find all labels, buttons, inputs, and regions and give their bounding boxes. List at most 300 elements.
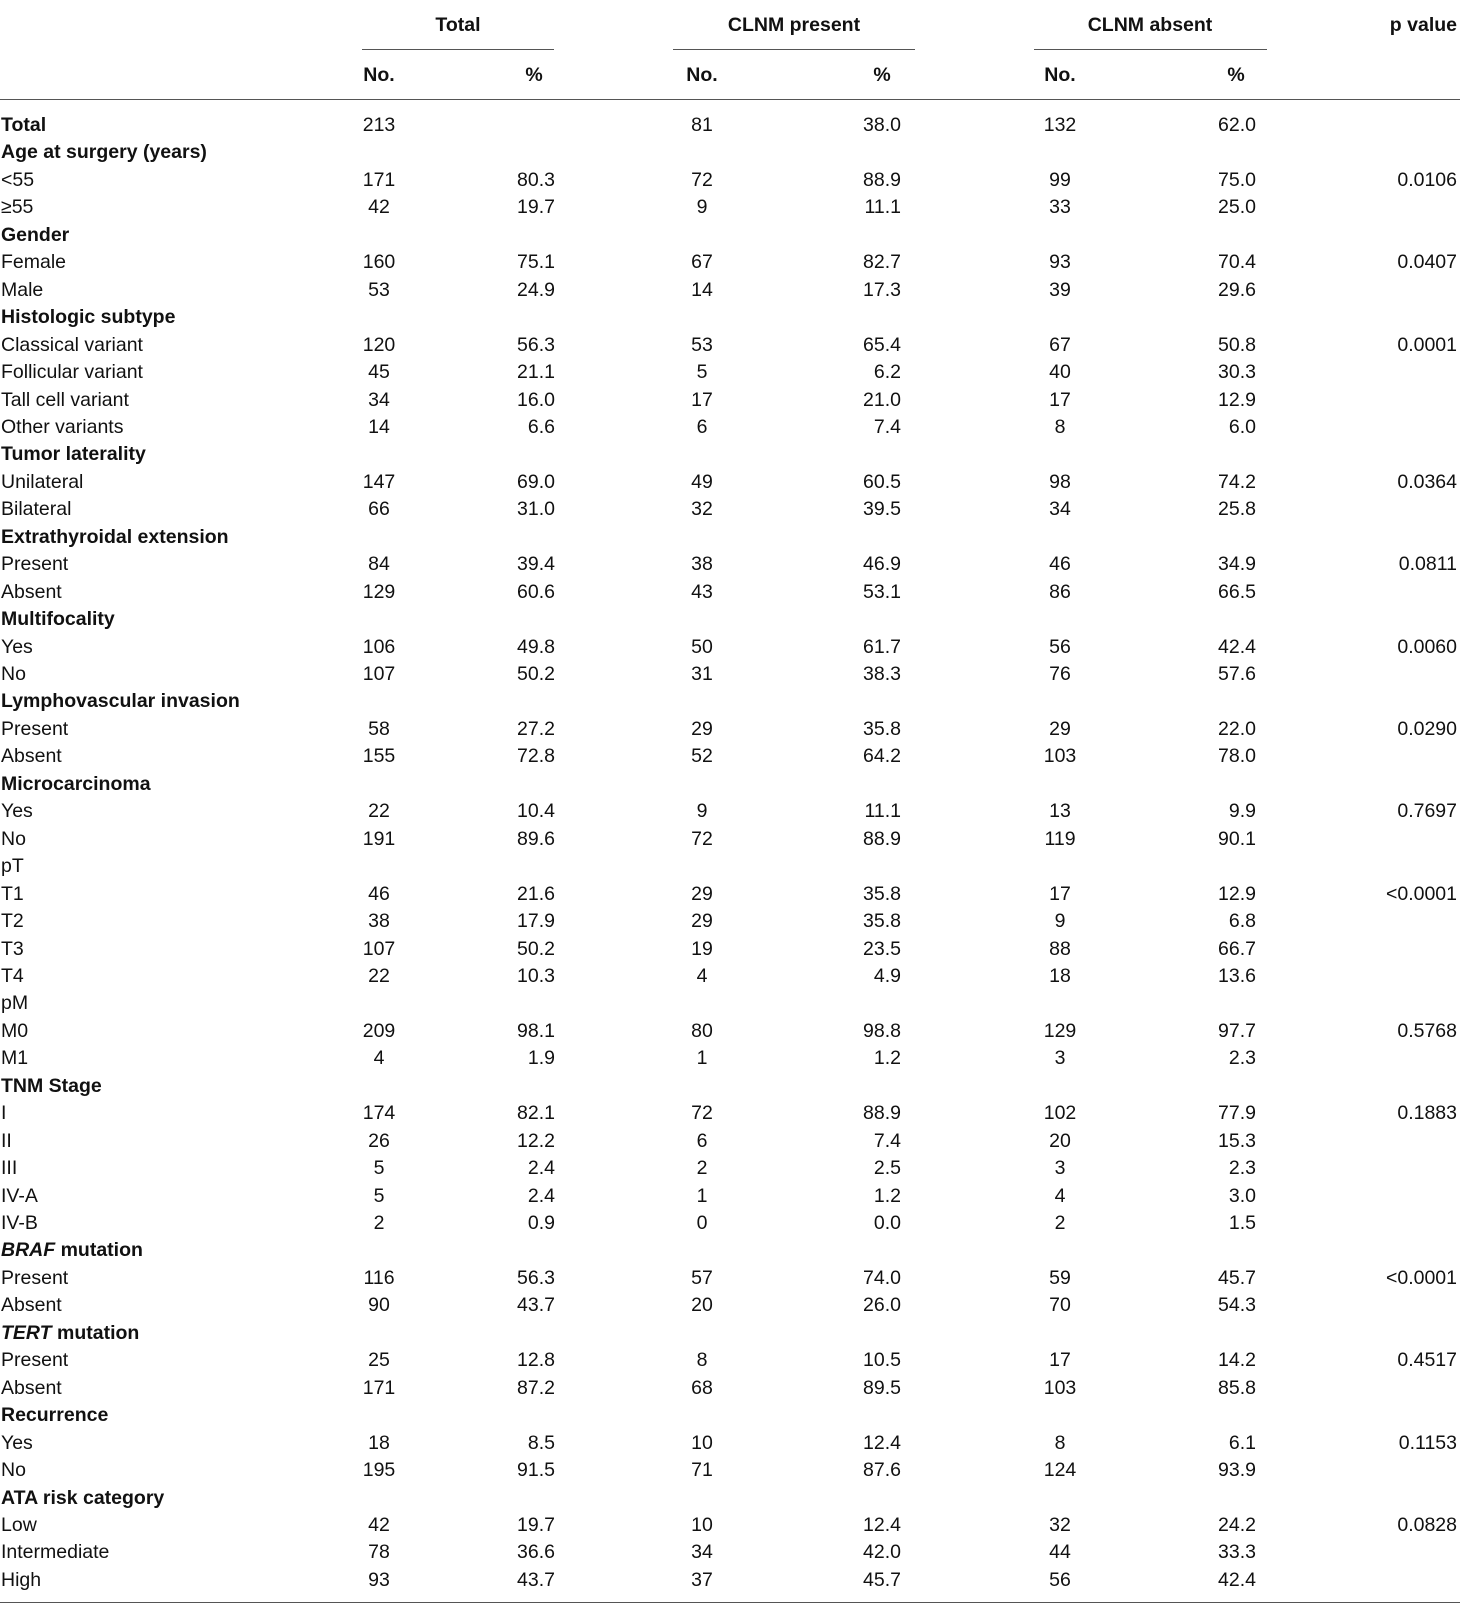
cell-present-pct: 53.1 — [863, 580, 901, 603]
cell-total-no: 46 — [368, 882, 390, 905]
cell-present-no: 72 — [691, 168, 713, 191]
table-row — [0, 797, 1460, 824]
table-row — [0, 358, 1460, 385]
row-label: II — [1, 1129, 12, 1152]
cell-total-no: 107 — [362, 663, 396, 685]
row-label: No — [1, 827, 26, 850]
cell-total-pct: 43.7 — [517, 1294, 555, 1317]
cell-present-no: 38 — [691, 553, 713, 576]
table-row — [0, 1401, 1460, 1428]
cell-total-no: 191 — [362, 827, 396, 850]
cell-absent-no: 124 — [1043, 1459, 1077, 1482]
cell-total-pct: 89.6 — [517, 827, 555, 850]
row-label: Unilateral — [1, 470, 84, 493]
table-row — [0, 742, 1460, 769]
cell-present-pct: 11.1 — [864, 800, 901, 823]
cell-p-value: 0.0106 — [1397, 168, 1457, 191]
cell-total-no: 120 — [362, 333, 396, 356]
cell-total-no: 5 — [373, 1184, 385, 1207]
cell-total-pct: 16.0 — [517, 388, 555, 411]
cell-present-pct: 64.2 — [863, 745, 901, 768]
cell-p-value: 0.1883 — [1397, 1102, 1457, 1125]
cell-present-no: 5 — [696, 361, 708, 384]
cell-total-no: 5 — [373, 1157, 385, 1180]
table-row — [0, 1072, 1460, 1099]
cell-total-pct: 8.5 — [527, 1431, 555, 1454]
table-row — [0, 715, 1460, 742]
cell-total-pct: 91.5 — [517, 1459, 555, 1482]
cell-present-pct: 45.7 — [863, 1568, 901, 1591]
table-row — [0, 1236, 1460, 1263]
cell-absent-pct: 1.5 — [1228, 1212, 1256, 1234]
cell-absent-no: 56 — [1049, 635, 1071, 658]
cell-p-value: 0.0828 — [1397, 1513, 1457, 1536]
cell-absent-pct: 30.3 — [1218, 361, 1256, 384]
table-row — [0, 111, 1460, 138]
cell-absent-pct: 42.4 — [1218, 1568, 1256, 1591]
cell-absent-no: 9 — [1054, 910, 1066, 933]
table-row — [0, 1484, 1460, 1511]
cell-present-pct: 35.8 — [863, 882, 901, 905]
gene-name: TERT — [1, 1321, 52, 1344]
cell-total-no: 171 — [362, 168, 396, 191]
cell-absent-pct: 97.7 — [1218, 1019, 1256, 1042]
cell-total-no: 22 — [368, 964, 390, 987]
row-label: Low — [1, 1513, 37, 1536]
cell-total-no: 107 — [362, 937, 396, 960]
subheader-absent-no: No. — [1044, 64, 1076, 86]
cell-p-value: 0.0290 — [1397, 717, 1457, 740]
section-heading: Age at surgery (years) — [1, 141, 207, 164]
cell-present-no: 80 — [691, 1019, 713, 1042]
section-heading: Extrathyroidal extension — [1, 525, 229, 548]
cell-absent-pct: 12.9 — [1218, 388, 1256, 411]
cell-present-pct: 38.0 — [863, 114, 901, 136]
table-row — [0, 1319, 1460, 1346]
cell-total-pct: 1.9 — [527, 1047, 555, 1070]
cell-total-no: 78 — [368, 1541, 390, 1564]
cell-absent-pct: 6.8 — [1228, 910, 1256, 933]
row-label: No — [1, 663, 26, 685]
table-row — [0, 1099, 1460, 1126]
section-heading — [1, 1322, 139, 1345]
table-row — [0, 605, 1460, 632]
row-label: IV-B — [1, 1212, 38, 1234]
cell-total-no: 160 — [362, 251, 396, 274]
table-row — [0, 221, 1460, 248]
cell-absent-pct: 6.1 — [1228, 1431, 1256, 1454]
section-heading: Multifocality — [1, 608, 115, 631]
cell-total-pct: 6.6 — [527, 415, 555, 438]
cell-total-pct: 12.2 — [517, 1129, 555, 1152]
cell-present-no: 1 — [696, 1047, 708, 1070]
cell-present-pct: 2.5 — [873, 1157, 901, 1180]
table-row — [0, 138, 1460, 165]
cell-absent-no: 70 — [1049, 1294, 1071, 1317]
cell-present-pct: 98.8 — [863, 1019, 901, 1042]
table-row — [0, 193, 1460, 220]
cell-present-pct: 12.4 — [863, 1513, 901, 1536]
cell-present-no: 6 — [696, 1129, 708, 1152]
cell-total-no: 38 — [368, 910, 390, 933]
section-heading: ATA risk category — [1, 1486, 165, 1509]
cell-total-pct: 31.0 — [517, 498, 555, 521]
cell-total-pct: 98.1 — [517, 1019, 555, 1042]
cell-total-no: 26 — [368, 1129, 390, 1152]
cell-absent-no: 8 — [1054, 415, 1066, 438]
cell-absent-pct: 24.2 — [1218, 1513, 1256, 1536]
cell-present-no: 8 — [696, 1349, 708, 1372]
cell-absent-pct: 57.6 — [1218, 663, 1256, 685]
cell-present-no: 50 — [691, 635, 713, 658]
table-row — [0, 550, 1460, 577]
row-label: T1 — [1, 882, 24, 905]
cell-present-pct: 89.5 — [863, 1376, 901, 1399]
cell-absent-no: 40 — [1049, 361, 1071, 384]
table-row — [0, 1511, 1460, 1538]
cell-present-no: 20 — [691, 1294, 713, 1317]
row-label: High — [1, 1568, 42, 1591]
cell-total-no: 53 — [368, 278, 390, 301]
subheader-present-no: No. — [686, 64, 718, 86]
cell-total-no: 155 — [362, 745, 396, 768]
cell-total-no: 93 — [368, 1568, 390, 1591]
subheader-total-no: No. — [363, 64, 395, 86]
section-heading: Recurrence — [1, 1404, 109, 1427]
row-label: Tall cell variant — [1, 388, 129, 411]
clnm-present-group-rule — [673, 49, 915, 50]
subheader-absent-pct: % — [1227, 64, 1245, 86]
cell-total-pct: 2.4 — [527, 1184, 555, 1207]
cell-total-pct: 56.3 — [517, 1266, 555, 1289]
cell-absent-no: 3 — [1054, 1047, 1066, 1070]
cell-total-pct: 24.9 — [517, 278, 555, 301]
row-label: Absent — [1, 580, 62, 603]
cell-absent-pct: 66.5 — [1218, 580, 1256, 603]
header-rule — [0, 99, 1460, 100]
cell-absent-pct: 12.9 — [1218, 882, 1256, 905]
cell-absent-no: 17 — [1049, 882, 1071, 905]
cell-absent-no: 20 — [1049, 1129, 1071, 1152]
table-row — [0, 523, 1460, 550]
cell-total-pct: 27.2 — [517, 717, 555, 740]
cell-present-no: 29 — [691, 717, 713, 740]
table-row — [0, 495, 1460, 522]
row-label: Bilateral — [1, 498, 72, 521]
header-total: Total — [435, 14, 481, 36]
cell-absent-pct: 3.0 — [1228, 1184, 1256, 1207]
cell-total-no: 25 — [368, 1349, 390, 1372]
cell-present-pct: 21.0 — [863, 388, 901, 411]
row-label: Female — [1, 251, 67, 274]
cell-absent-no: 13 — [1049, 800, 1071, 823]
cell-absent-no: 132 — [1043, 114, 1077, 136]
cell-absent-no: 34 — [1049, 498, 1071, 521]
table-row — [0, 1346, 1460, 1373]
cell-absent-no: 76 — [1049, 663, 1071, 685]
cell-absent-pct: 25.8 — [1218, 498, 1256, 521]
cell-total-pct: 50.2 — [517, 937, 555, 960]
table-row — [0, 386, 1460, 413]
row-label: Other variants — [1, 415, 124, 438]
section-heading: Gender — [1, 223, 70, 246]
row-label: Classical variant — [1, 333, 143, 356]
cell-p-value: 0.0364 — [1397, 470, 1457, 493]
cell-absent-pct: 77.9 — [1218, 1102, 1256, 1125]
cell-absent-no: 103 — [1043, 745, 1077, 768]
cell-present-pct: 38.3 — [863, 663, 901, 685]
table-row — [0, 935, 1460, 962]
row-label: Male — [1, 278, 44, 301]
cell-total-no: 2 — [373, 1212, 385, 1234]
row-label-text: mutation — [60, 1239, 143, 1262]
cell-total-pct: 0.9 — [527, 1212, 555, 1234]
cell-present-pct: 42.0 — [863, 1541, 901, 1564]
cell-total-no: 209 — [362, 1019, 396, 1042]
cell-absent-no: 99 — [1049, 168, 1071, 191]
cell-absent-pct: 74.2 — [1218, 470, 1256, 493]
cell-total-no: 34 — [368, 388, 390, 411]
table-row — [0, 468, 1460, 495]
cell-absent-no: 39 — [1049, 278, 1071, 301]
cell-present-pct: 4.9 — [873, 964, 901, 987]
cell-present-no: 34 — [691, 1541, 713, 1564]
table-row — [0, 413, 1460, 440]
cell-absent-no: 93 — [1049, 251, 1071, 274]
cell-absent-no: 17 — [1049, 1349, 1071, 1372]
cell-total-pct: 21.1 — [517, 361, 555, 384]
cell-absent-no: 86 — [1049, 580, 1071, 603]
cell-p-value: <0.0001 — [1385, 1266, 1457, 1289]
cell-total-pct: 50.2 — [517, 663, 555, 685]
row-label: Yes — [1, 800, 33, 823]
cell-total-pct: 43.7 — [517, 1568, 555, 1591]
cell-absent-no: 3 — [1054, 1157, 1066, 1180]
cell-absent-no: 102 — [1043, 1102, 1077, 1125]
table-row — [0, 1017, 1460, 1044]
cell-total-no: 90 — [368, 1294, 390, 1317]
table-row — [0, 578, 1460, 605]
cell-total-no: 147 — [362, 470, 396, 493]
cell-absent-pct: 75.0 — [1218, 168, 1256, 191]
cell-absent-no: 33 — [1049, 196, 1071, 219]
gene-name: BRAF — [1, 1239, 56, 1262]
cell-total-pct: 56.3 — [517, 333, 555, 356]
cell-present-no: 32 — [691, 498, 713, 521]
cell-total-pct: 49.8 — [517, 635, 555, 658]
cell-total-pct: 69.0 — [517, 470, 555, 493]
cell-total-pct: 2.4 — [527, 1157, 555, 1180]
cell-absent-pct: 42.4 — [1218, 635, 1256, 658]
cell-absent-no: 17 — [1049, 388, 1071, 411]
cell-present-pct: 87.6 — [863, 1459, 901, 1482]
cell-absent-pct: 93.9 — [1218, 1459, 1256, 1482]
subheader-present-pct: % — [873, 64, 891, 86]
cell-present-pct: 17.3 — [863, 278, 901, 301]
row-label: T4 — [1, 964, 24, 987]
cell-present-no: 68 — [691, 1376, 713, 1399]
cell-total-no: 171 — [362, 1376, 396, 1399]
table-row — [0, 303, 1460, 330]
cell-p-value: 0.0407 — [1397, 251, 1457, 274]
row-label: Absent — [1, 745, 62, 768]
cell-total-pct: 75.1 — [517, 251, 555, 274]
section-heading: TNM Stage — [1, 1074, 102, 1097]
clnm-absent-group-rule — [1034, 49, 1267, 50]
table-row — [0, 1429, 1460, 1456]
cell-total-pct: 60.6 — [517, 580, 555, 603]
cell-total-pct: 12.8 — [517, 1349, 555, 1372]
cell-total-no: 45 — [368, 361, 390, 384]
row-label: Follicular variant — [1, 361, 143, 384]
table-row — [0, 331, 1460, 358]
cell-present-pct: 1.2 — [873, 1047, 901, 1070]
cell-absent-pct: 33.3 — [1218, 1541, 1256, 1564]
table-bottom-rule — [0, 1602, 1460, 1603]
cell-absent-no: 18 — [1049, 964, 1071, 987]
table-row — [0, 166, 1460, 193]
table-row — [0, 1127, 1460, 1154]
cell-total-no: 213 — [362, 114, 396, 136]
cell-absent-no: 4 — [1054, 1184, 1066, 1207]
cell-total-no: 42 — [368, 196, 390, 219]
cell-p-value: <0.0001 — [1385, 882, 1457, 905]
cell-present-no: 6 — [696, 415, 708, 438]
table-row — [0, 687, 1460, 714]
cell-absent-no: 103 — [1043, 1376, 1077, 1399]
cell-present-no: 67 — [691, 251, 713, 274]
row-label: pM — [1, 992, 29, 1015]
row-label: Present — [1, 717, 69, 740]
cell-absent-pct: 54.3 — [1218, 1294, 1256, 1317]
row-label: T2 — [1, 910, 24, 933]
cell-total-no: 129 — [362, 580, 396, 603]
cell-present-no: 9 — [696, 196, 708, 219]
table-row — [0, 633, 1460, 660]
cell-present-no: 0 — [696, 1212, 708, 1234]
cell-present-no: 72 — [691, 1102, 713, 1125]
cell-present-no: 29 — [691, 882, 713, 905]
cell-present-pct: 60.5 — [863, 470, 901, 493]
cell-present-no: 43 — [691, 580, 713, 603]
cell-absent-pct: 90.1 — [1218, 827, 1256, 850]
section-heading: Histologic subtype — [1, 306, 176, 329]
cell-present-no: 10 — [691, 1431, 713, 1454]
row-label: Yes — [1, 635, 33, 658]
section-heading: Total — [1, 114, 47, 136]
cell-absent-pct: 15.3 — [1218, 1129, 1256, 1152]
cell-total-no: 195 — [362, 1459, 396, 1482]
cell-total-pct: 19.7 — [517, 196, 555, 219]
row-label: <55 — [1, 168, 35, 191]
table-row — [0, 1182, 1460, 1209]
table-row — [0, 1566, 1460, 1593]
total-group-rule — [362, 49, 554, 50]
cell-p-value: 0.1153 — [1398, 1431, 1457, 1454]
subheader-total-pct: % — [525, 64, 543, 86]
table-row — [0, 770, 1460, 797]
cell-absent-no: 119 — [1044, 827, 1076, 850]
cell-present-no: 81 — [691, 114, 713, 136]
cell-total-no: 22 — [368, 800, 390, 823]
row-label: Present — [1, 1349, 69, 1372]
cell-present-no: 17 — [691, 388, 713, 411]
cell-present-no: 2 — [696, 1157, 708, 1180]
cell-total-pct: 10.4 — [517, 800, 555, 823]
table-row — [0, 1209, 1460, 1236]
cell-absent-pct: 29.6 — [1218, 278, 1256, 301]
header-p-value: p value — [1389, 14, 1457, 36]
cell-present-no: 52 — [691, 745, 713, 768]
table-row — [0, 248, 1460, 275]
cell-present-no: 1 — [696, 1184, 708, 1207]
cell-present-pct: 46.9 — [863, 553, 901, 576]
cell-p-value: 0.5768 — [1397, 1019, 1457, 1042]
cell-total-pct: 39.4 — [517, 553, 555, 576]
row-label: Yes — [1, 1431, 33, 1454]
cell-absent-pct: 22.0 — [1218, 717, 1256, 740]
cell-p-value: 0.0060 — [1397, 635, 1457, 658]
cell-present-pct: 10.5 — [863, 1349, 901, 1372]
cell-present-no: 4 — [696, 964, 708, 987]
cell-total-pct: 72.8 — [517, 745, 555, 768]
cell-absent-no: 46 — [1049, 553, 1071, 576]
table-row — [0, 660, 1460, 687]
cell-present-pct: 82.7 — [863, 251, 901, 274]
cell-p-value: 0.0811 — [1398, 553, 1457, 576]
cell-total-pct: 21.6 — [517, 882, 555, 905]
cell-present-pct: 1.2 — [873, 1184, 901, 1207]
row-label: III — [1, 1157, 18, 1180]
cell-present-pct: 12.4 — [863, 1431, 901, 1454]
cell-total-no: 14 — [368, 415, 390, 438]
cell-present-pct: 11.1 — [864, 196, 901, 219]
row-label: ≥55 — [1, 196, 34, 219]
cell-total-pct: 82.1 — [517, 1102, 555, 1125]
cell-absent-no: 29 — [1049, 717, 1071, 740]
cell-total-no: 84 — [368, 553, 390, 576]
cell-absent-no: 2 — [1054, 1212, 1066, 1234]
cell-total-no: 42 — [368, 1513, 390, 1536]
table-row — [0, 1264, 1460, 1291]
cell-absent-no: 59 — [1049, 1266, 1071, 1289]
cell-present-no: 29 — [691, 910, 713, 933]
cell-total-no: 106 — [362, 635, 396, 658]
row-label: M1 — [1, 1047, 29, 1070]
cell-absent-pct: 78.0 — [1218, 745, 1256, 768]
cell-total-no: 116 — [363, 1266, 395, 1289]
row-label: M0 — [1, 1019, 29, 1042]
table-row — [0, 1374, 1460, 1401]
section-heading: Microcarcinoma — [1, 772, 151, 795]
cell-present-no: 53 — [691, 333, 713, 356]
row-label: Absent — [1, 1376, 62, 1399]
header-clnm-absent: CLNM absent — [1087, 14, 1213, 36]
cell-present-no: 14 — [691, 278, 713, 301]
table-row — [0, 1456, 1460, 1483]
cell-present-pct: 88.9 — [863, 827, 901, 850]
row-label: Absent — [1, 1294, 62, 1317]
table-row — [0, 1538, 1460, 1565]
cell-total-no: 66 — [368, 498, 390, 521]
cell-absent-pct: 34.9 — [1218, 553, 1256, 576]
cell-p-value: 0.0001 — [1397, 333, 1457, 356]
table-row — [0, 852, 1460, 879]
row-label-text: mutation — [56, 1321, 140, 1344]
table-row — [0, 989, 1460, 1016]
row-label: IV-A — [1, 1184, 38, 1207]
table-row — [0, 276, 1460, 303]
